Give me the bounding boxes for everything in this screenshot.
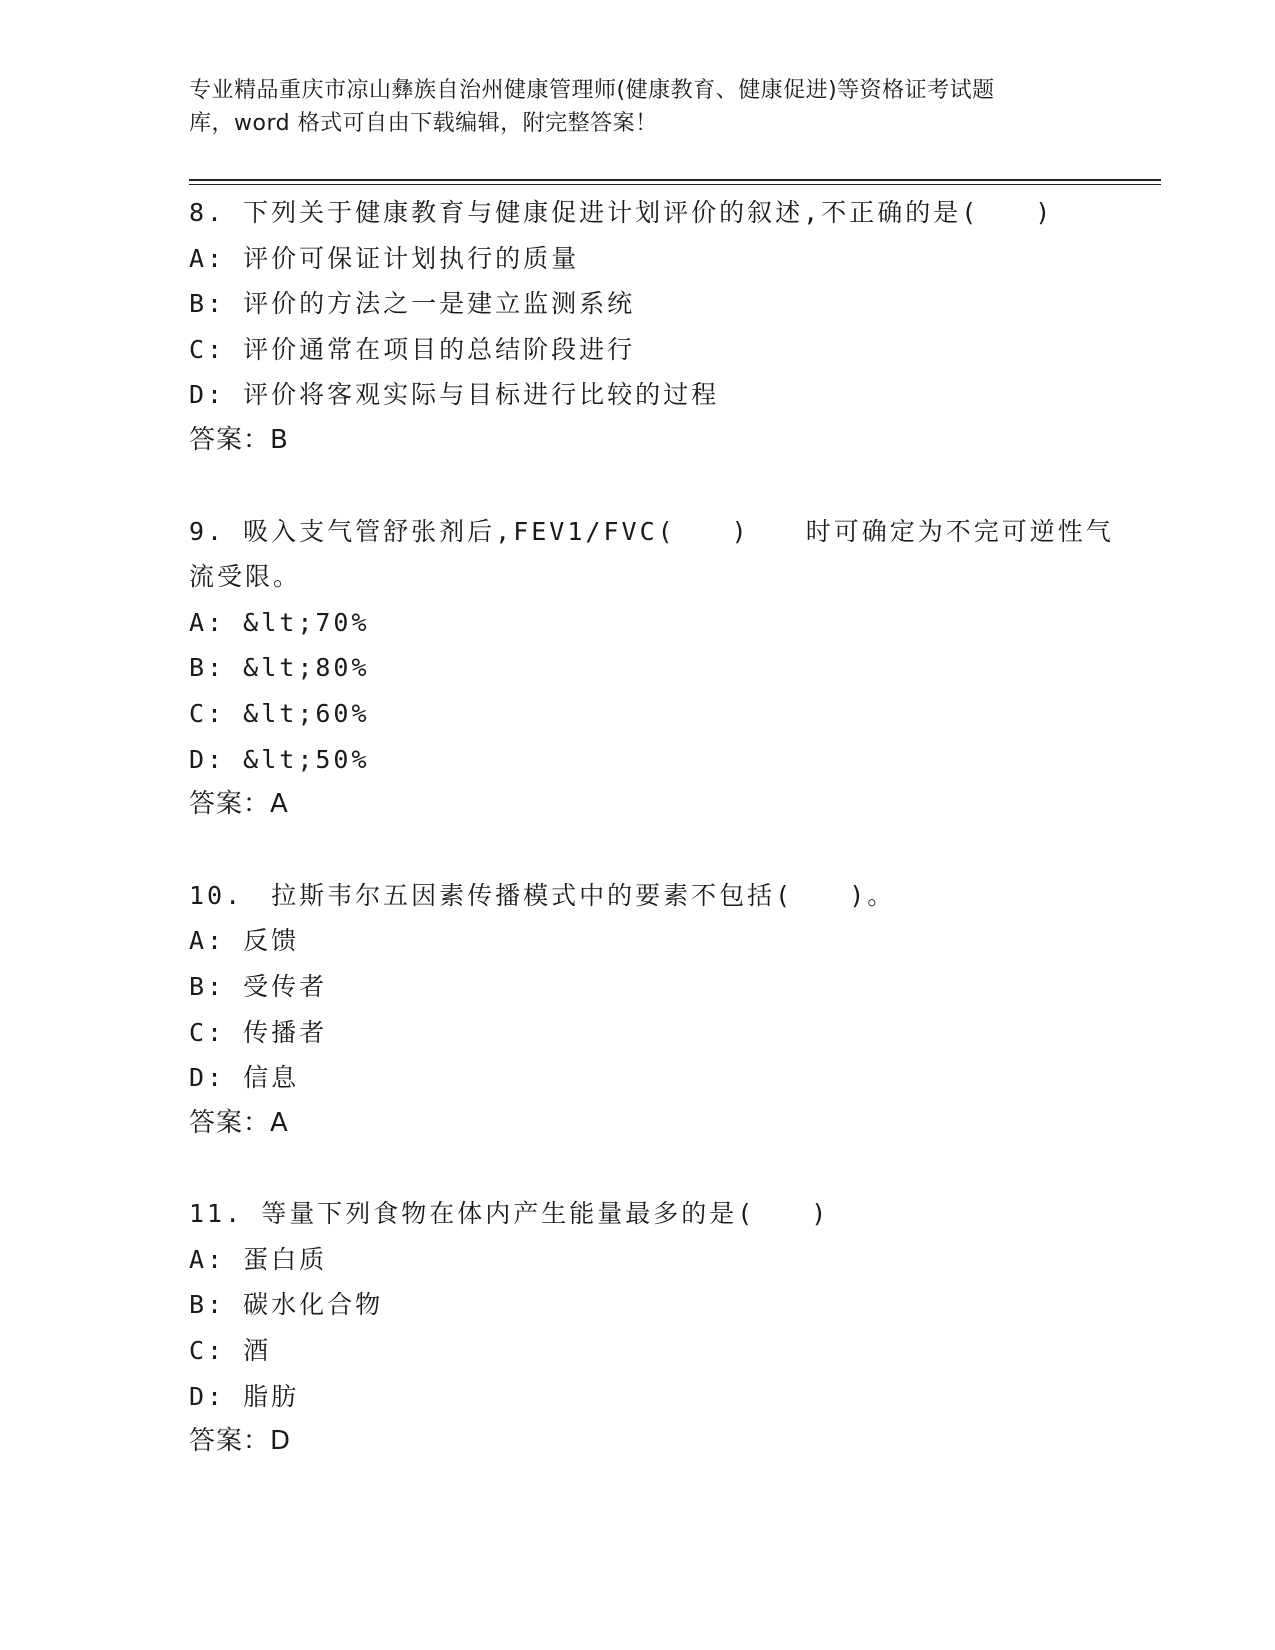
answer-line: 答案：A [189, 789, 289, 820]
question-stem: 9. 吸入支气管舒张剂后,FEV1/FVC( ) 时可确定为不完可逆性气流受限。 [189, 516, 1114, 592]
option-text: 评价将客观实际与目标进行比较的过程 [243, 380, 720, 410]
option-text: 评价可保证计划执行的质量 [243, 243, 580, 273]
option-text: 评价通常在项目的总结阶段进行 [243, 334, 636, 364]
option-letter: B: [189, 971, 226, 1001]
option-b [189, 645, 1119, 691]
option-text: 信息 [243, 1063, 300, 1093]
option-b [189, 964, 1119, 1010]
option-text: &lt;70% [243, 607, 370, 637]
option-c [189, 1328, 1119, 1374]
option-d [189, 372, 1119, 418]
option-d [189, 1374, 1119, 1420]
option-a [189, 918, 1119, 964]
answer-line: 答案：D [189, 1426, 292, 1457]
answer-line: 答案：A [189, 1107, 289, 1138]
option-a [189, 600, 1119, 646]
option-text: 受传者 [243, 971, 328, 1001]
header-divider-top [189, 179, 1161, 181]
header-divider-bottom [189, 184, 1161, 185]
question-stem: 8. 下列关于健康教育与健康促进计划评价的叙述,不正确的是( ) [189, 198, 1054, 227]
question-stem: 10. 拉斯韦尔五因素传播模式中的要素不包括( )。 [189, 880, 896, 910]
option-letter: A: [189, 607, 226, 637]
header-line-2: 库，word 格式可自由下载编辑，附完整答案！ [189, 111, 658, 136]
option-c [189, 327, 1119, 373]
option-letter: D: [189, 1063, 226, 1093]
option-letter: D: [189, 744, 226, 774]
option-b [189, 281, 1119, 327]
question-stem: 11. 等量下列食物在体内产生能量最多的是( ) [189, 1199, 830, 1229]
option-d [189, 1055, 1119, 1101]
option-text: 碳水化合物 [243, 1290, 384, 1320]
document-header [189, 74, 1089, 140]
option-letter: A: [189, 243, 226, 273]
option-letter: A: [189, 1244, 226, 1274]
option-letter: D: [189, 380, 226, 410]
answer-line: 答案：B [189, 424, 289, 455]
question-8 [189, 190, 1119, 464]
option-d [189, 737, 1119, 783]
option-text: 蛋白质 [243, 1244, 328, 1274]
option-letter: A: [189, 926, 226, 956]
option-c [189, 1010, 1119, 1056]
question-10 [189, 873, 1119, 1147]
option-letter: C: [189, 698, 226, 728]
question-11 [189, 1191, 1119, 1465]
option-letter: C: [189, 1336, 226, 1366]
option-letter: B: [189, 1290, 226, 1320]
question-list [189, 190, 1119, 1510]
option-text: &lt;60% [243, 698, 370, 728]
option-letter: B: [189, 653, 226, 683]
option-text: 反馈 [243, 926, 300, 956]
question-9 [189, 509, 1119, 828]
option-text: 酒 [243, 1336, 272, 1366]
option-letter: B: [189, 289, 226, 319]
option-a [189, 236, 1119, 282]
option-text: &lt;50% [243, 744, 370, 774]
option-text: &lt;80% [243, 653, 370, 683]
option-letter: D: [189, 1381, 226, 1411]
option-a [189, 1237, 1119, 1283]
option-text: 脂肪 [243, 1381, 300, 1411]
option-letter: C: [189, 1017, 226, 1047]
option-text: 传播者 [243, 1017, 328, 1047]
option-c [189, 691, 1119, 737]
header-line-1: 专业精品重庆市凉山彝族自治州健康管理师(健康教育、健康促进)等资格证考试题 [189, 78, 995, 103]
option-b [189, 1282, 1119, 1328]
option-text: 评价的方法之一是建立监测系统 [243, 289, 636, 319]
option-letter: C: [189, 334, 226, 364]
